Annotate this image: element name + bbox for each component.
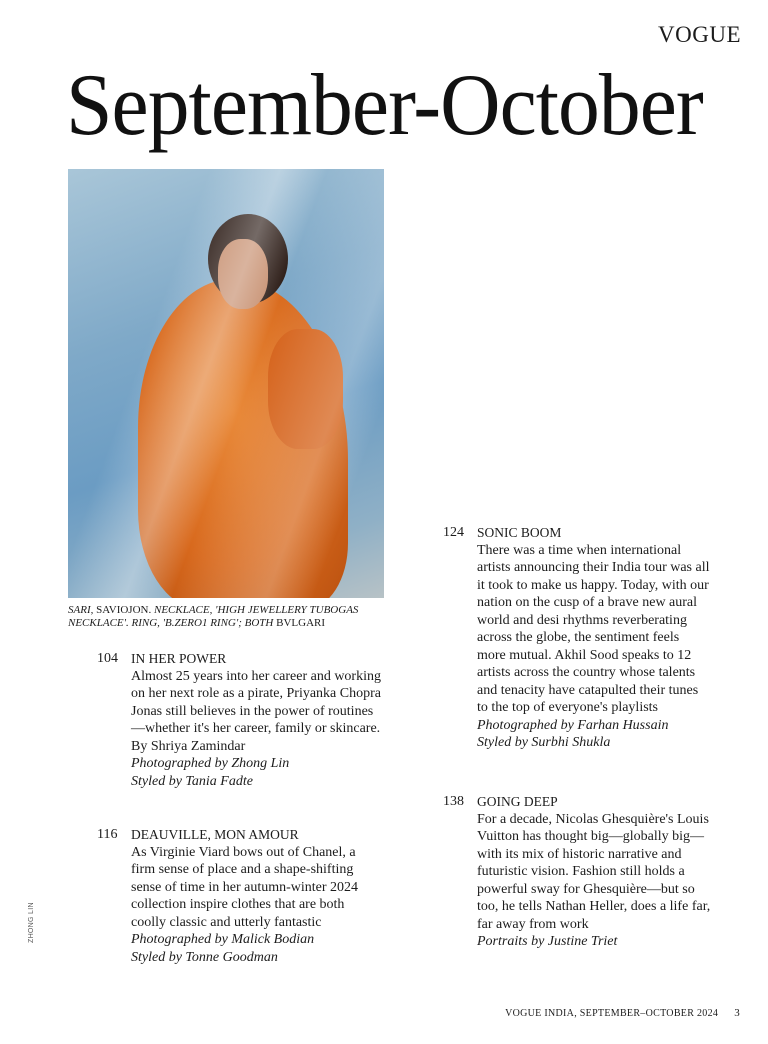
headline: SONIC BOOM xyxy=(477,525,562,540)
toc-entry[interactable] xyxy=(97,650,382,790)
credit: Styled by Tania Fadte xyxy=(131,773,253,789)
page-footer xyxy=(505,1007,740,1019)
summary: For a decade, Nicolas Ghesquière's Louis Vuitton has thought big—globally big—with its mix of historic narrative and futuristic vision. Fashion still holds a powerful sway for Ghesquière—but so too, he tells Nathan Heller, does a life far, far away from work xyxy=(477,811,711,932)
page-number: 138 xyxy=(443,794,464,809)
toc-entry[interactable] xyxy=(443,793,711,951)
toc-entry[interactable] xyxy=(443,524,711,752)
headline: IN HER POWER xyxy=(131,651,227,666)
caption-part: SARI, xyxy=(68,604,97,616)
credit: Portraits by Justine Triet xyxy=(477,934,618,949)
issue-label: VOGUE INDIA, SEPTEMBER–OCTOBER 2024 xyxy=(505,1008,719,1019)
credit: Styled by Surbhi Shukla xyxy=(477,735,611,750)
brand-logo: VOGUE xyxy=(658,22,741,47)
page-number: 124 xyxy=(443,525,464,540)
summary: As Virginie Viard bows out of Chanel, a firm sense of place and a shape-shifting sense of time in her autumn-winter 2024 collection inspire clothes that are both coolly classic and utterly fantastic xyxy=(131,844,359,930)
headline: GOING DEEP xyxy=(477,794,558,809)
photo-credit: ZHONG LIN xyxy=(28,902,35,943)
page-number: 116 xyxy=(97,827,118,842)
credit: Styled by Tonne Goodman xyxy=(131,949,278,965)
headline: DEAUVILLE, MON AMOUR xyxy=(131,827,299,842)
caption-part: SAVIOJON. xyxy=(96,604,154,616)
caption-part: NECKLACE, 'HIGH JEWELLERY TUBOGAS NECKLACE'. RING, 'B.ZERO1 RING'; BOTH xyxy=(68,604,359,629)
credit: Photographed by Farhan Hussain xyxy=(477,717,669,733)
summary: Almost 25 years into her career and working on her next role as a pirate, Priyanka Chopra Jonas still believes in the power of routines—whether it's her career, family or skincare. By Shriya Zamindar xyxy=(131,668,381,754)
caption-part: BVLGARI xyxy=(276,617,326,629)
page-title: September-October xyxy=(66,57,703,154)
photo-caption xyxy=(68,604,388,630)
toc-entry[interactable] xyxy=(97,826,382,966)
page-number: 104 xyxy=(97,651,118,666)
summary: There was a time when international artists announcing their India tour was all it took to make us happy. Today, with our nation on the cusp of a brave new aural world and desi rhythms reverberating across the globe, the sentiment feels more mutual. Akhil Sood speaks to 12 artists across the country whose talents and tenacity have catapulted their tunes to the top of everyone's playlists xyxy=(477,542,710,715)
cover-photo xyxy=(68,169,384,598)
credit: Photographed by Malick Bodian xyxy=(131,932,315,947)
credit: Photographed by Zhong Lin xyxy=(131,756,290,771)
folio-page-number: 3 xyxy=(734,1007,740,1019)
